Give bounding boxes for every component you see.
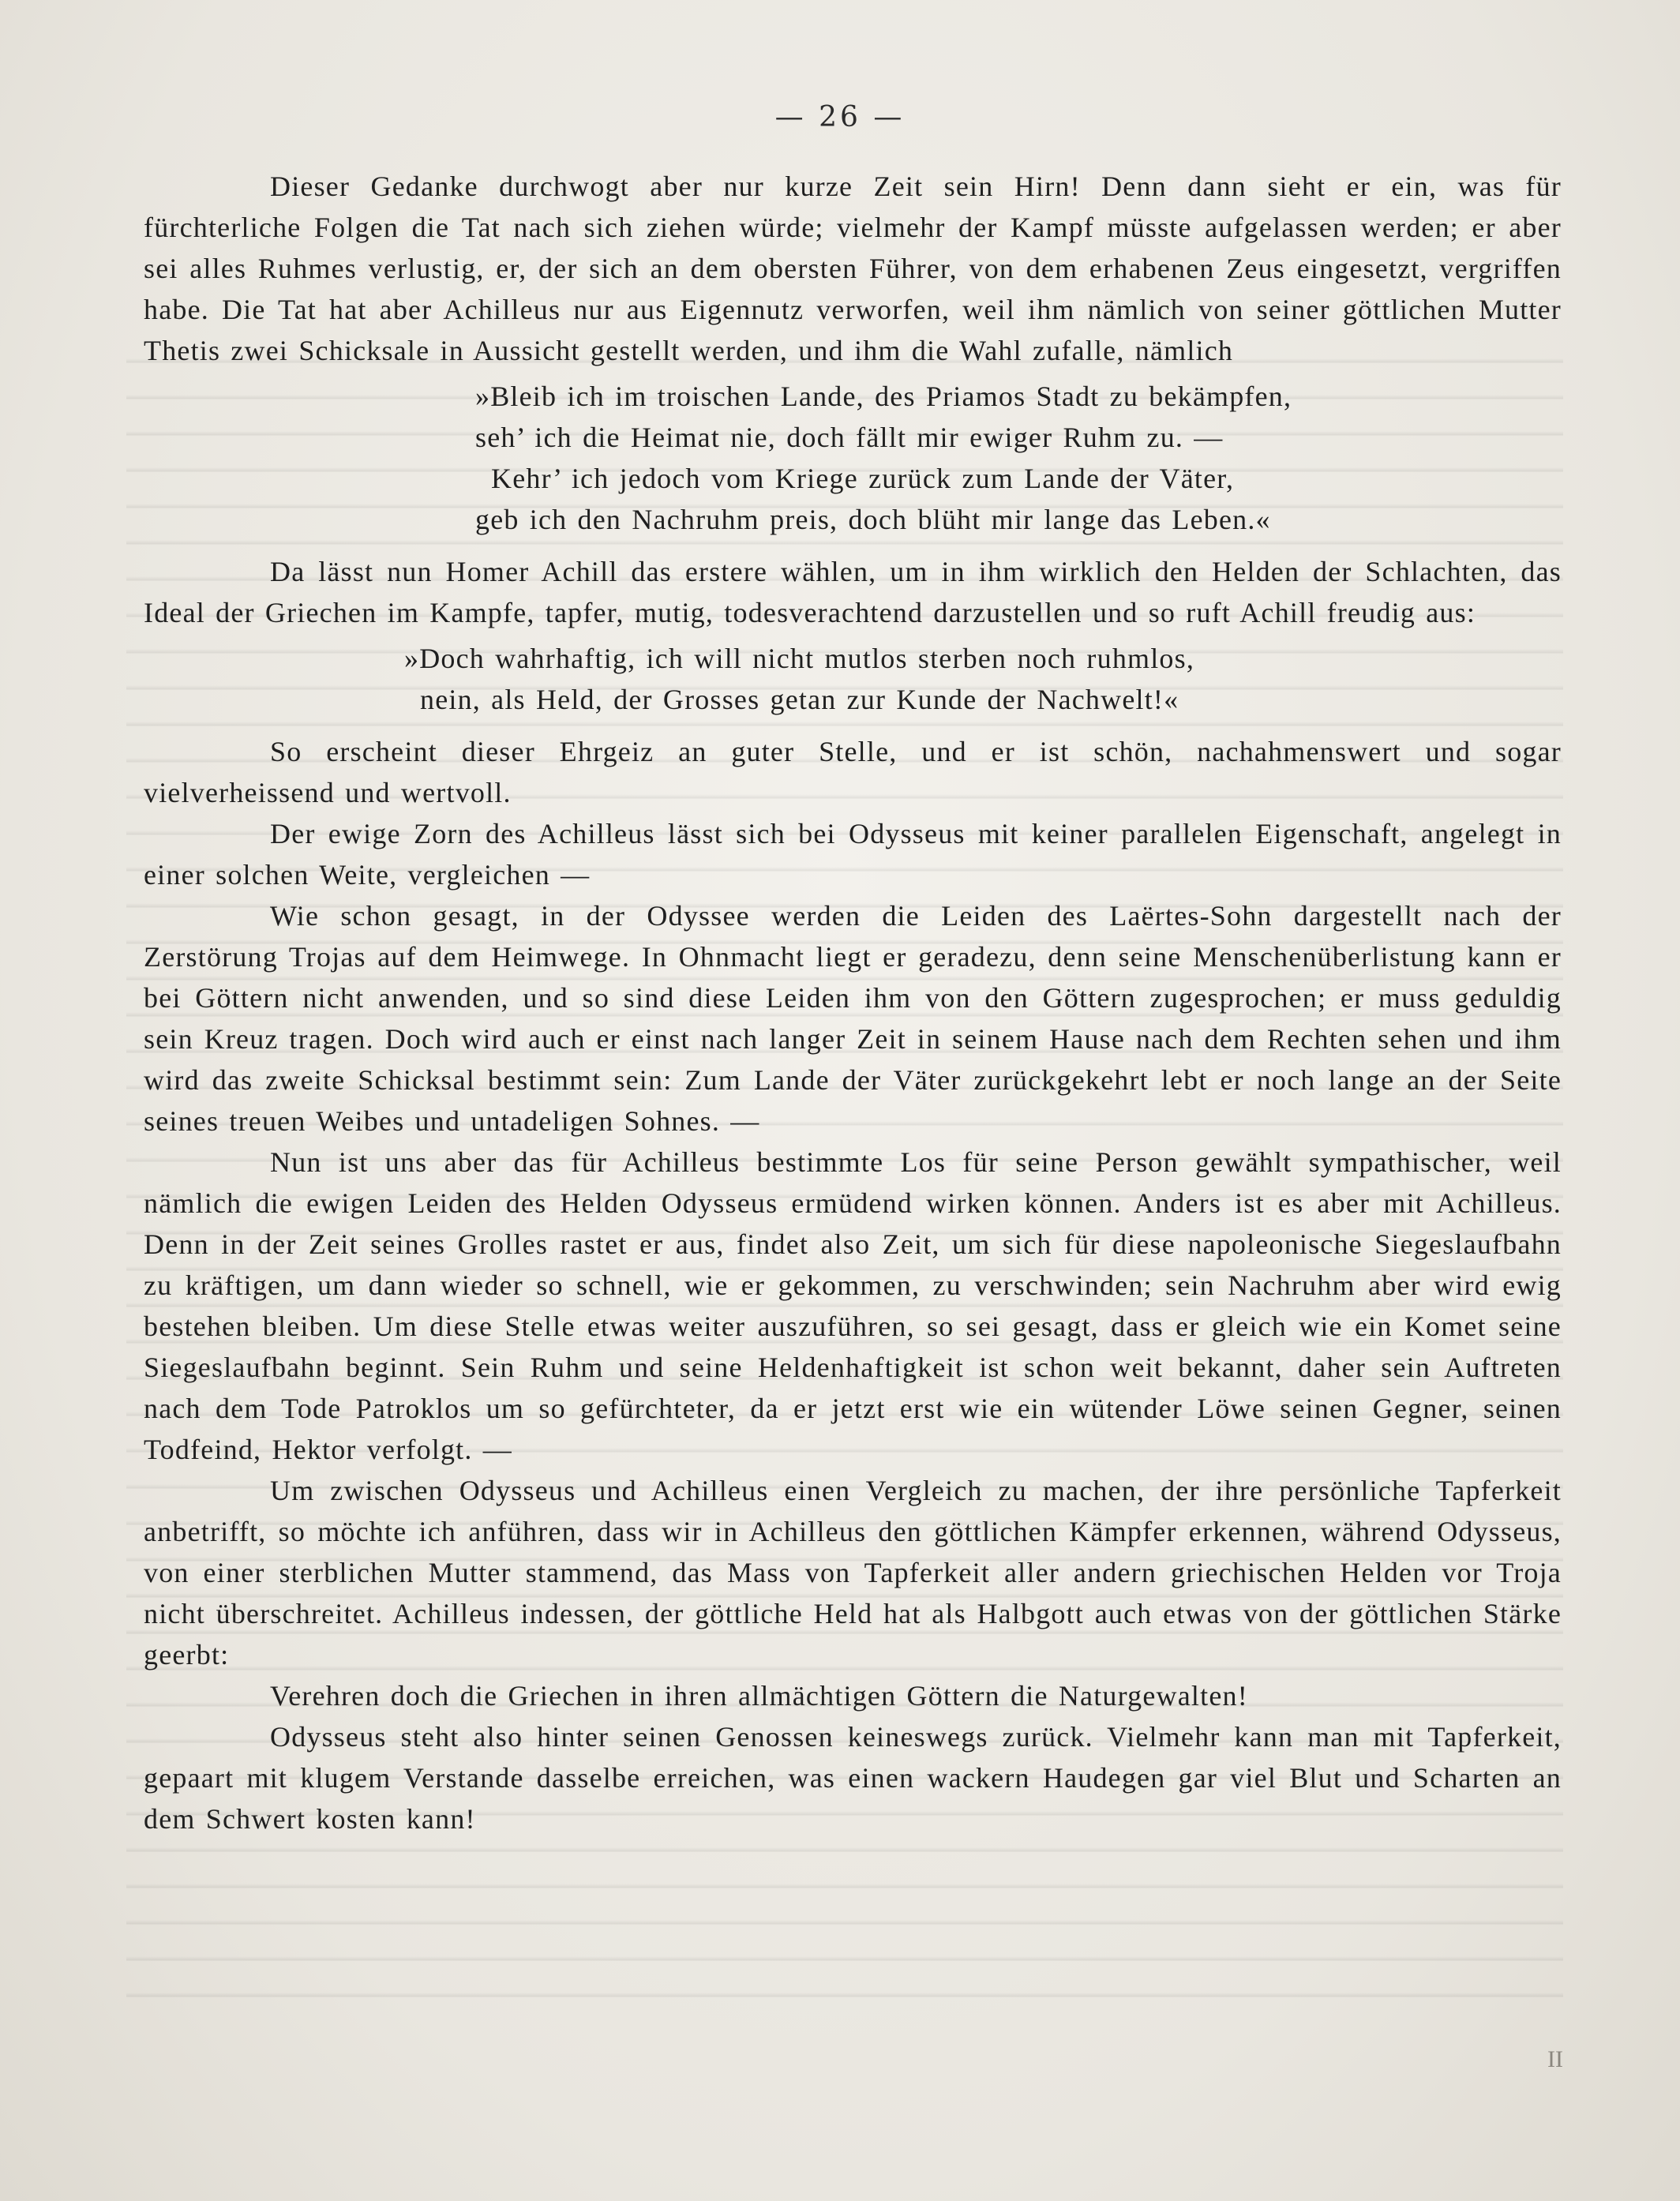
verse-line: »Doch wahrhaftig, ich will nicht mutlos sterben noch ruhmlos, — [404, 643, 1195, 674]
paragraph-6: Nun ist uns aber das für Achilleus bestimmte Los für seine Person gewählt sympathischer, weil nämlich die ewigen Leiden des Helden Odysseus ermüdend wirken können. Anders ist es aber mit Achilleus. Denn in der Zeit seines Grolles rastet er aus, findet also Zeit, um sich für diese napoleonische Siegeslaufbahn zu kräftigen, um dann wieder so schnell, wie er gekommen, zu verschwinden; sein Nachruhm aber wird ewig bestehen bleiben. Um diese Stelle etwas weiter auszuführen, so sei gesagt, dass er gleich wie ein Komet seine Siegeslaufbahn beginnt. Sein Ruhm und seine Heldenhaftigkeit ist schon weit bekannt, daher sein Auftreten nach dem Tode Patroklos um so gefürchteter, da er jetzt erst wie ein wütender Löwe seinen Gegner, seinen Todfeind, Hektor verfolgt. — — [144, 1146, 1562, 1465]
verse-line: Kehr’ ich jedoch vom Kriege zurück zum Lande der Väter, — [491, 463, 1235, 494]
paragraph-8: Verehren doch die Griechen in ihren allmächtigen Göttern die Naturgewalten! — [270, 1680, 1248, 1712]
corner-mark: II — [1547, 2046, 1563, 2072]
verse-line: »Bleib ich im troischen Lande, des Priamos Stadt zu bekämpfen, — [475, 381, 1292, 412]
verse-line: seh’ ich die Heimat nie, doch fällt mir ewiger Ruhm zu. — — [475, 422, 1224, 453]
body-text — [144, 166, 1562, 1839]
paragraph-9: Odysseus steht also hinter seinen Genossen keineswegs zurück. Vielmehr kann man mit Tapferkeit, gepaart mit klugem Verstande dasselbe erreichen, was einen wackern Haudegen gar viel Blut und Scharten an dem Schwert kosten kann! — [144, 1721, 1562, 1835]
paragraph-5: Wie schon gesagt, in der Odyssee werden die Leiden des Laërtes-Sohn dargestellt nach der Zerstörung Trojas auf dem Heimwege. In Ohnmacht liegt er geradezu, denn seine Menschenüberlistung kann er bei Göttern nicht anwenden, und so sind diese Leiden ihm von den Göttern zugesprochen; er muss geduldig sein Kreuz tragen. Doch wird auch er einst nach langer Zeit in seinem Hause nach dem Rechten sehen und ihm wird das zweite Schicksal bestimmt sein: Zum Lande der Väter zurückgekehrt lebt er noch lange an der Seite seines treuen Weibes und untadeligen Sohnes. — — [144, 900, 1562, 1137]
paragraph-2: Da lässt nun Homer Achill das erstere wählen, um in ihm wirklich den Helden der Schlachten, das Ideal der Griechen im Kampfe, tapfer, mutig, todesverachtend darzustellen und so ruft Achill freudig aus: — [144, 556, 1562, 628]
paragraph-3: So erscheint dieser Ehrgeiz an guter Stelle, und er ist schön, nachahmenswert und sogar vielverheissend und wertvoll. — [144, 736, 1562, 808]
verse-line: geb ich den Nachruhm preis, doch blüht mir lange das Leben.« — [475, 504, 1271, 535]
verse-line: nein, als Held, der Grosses getan zur Kunde der Nachwelt!« — [420, 684, 1179, 715]
paragraph-4: Der ewige Zorn des Achilleus lässt sich bei Odysseus mit keiner parallelen Eigenschaft, angelegt in einer solchen Weite, vergleichen — — [144, 818, 1562, 891]
verse-quote-fates — [144, 376, 1562, 540]
page-number: — 26 — — [774, 101, 906, 133]
paragraph-1: Dieser Gedanke durchwogt aber nur kurze Zeit sein Hirn! Denn dann sieht er ein, was für fürchterliche Folgen die Tat nach sich ziehen würde; vielmehr der Kampf müsste aufgelassen werden; er aber sei alles Ruhmes verlustig, er, der sich an dem obersten Führer, von dem erhabenen Zeus eingesetzt, vergriffen habe. Die Tat hat aber Achilleus nur aus Eigennutz verworfen, weil ihm nämlich von seiner göttlichen Mutter Thetis zwei Schicksale in Aussicht gestellt werden, und ihm die Wahl zufalle, nämlich — [144, 171, 1562, 366]
paragraph-7: Um zwischen Odysseus und Achilleus einen Vergleich zu machen, der ihre persönliche Tapferkeit anbetrifft, so möchte ich anführen, dass wir in Achilleus den göttlichen Kämpfer erkennen, während Odysseus, von einer sterblichen Mutter stammend, das Mass von Tapferkeit aller andern griechischen Helden vor Troja nicht überschreitet. Achilleus indessen, der göttliche Held hat als Halbgott auch etwas von der göttlichen Stärke geerbt: — [144, 1475, 1562, 1670]
verse-quote-achill — [144, 638, 1562, 720]
